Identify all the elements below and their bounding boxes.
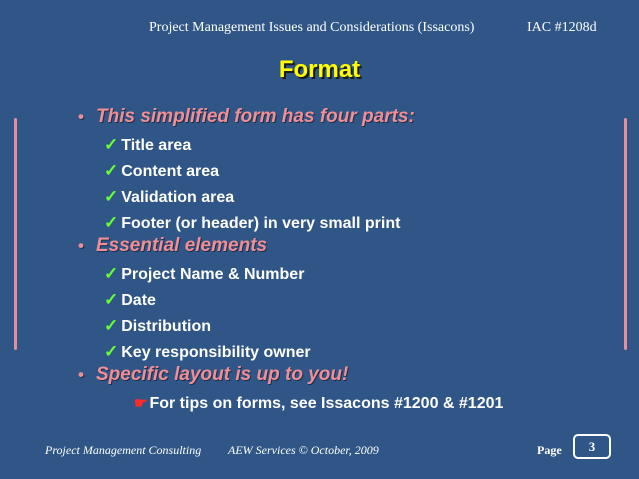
tip-line xyxy=(134,394,503,413)
list-item xyxy=(104,213,400,233)
slide-title: Format xyxy=(278,56,361,83)
right-decorative-bar xyxy=(624,118,627,350)
bullet-essential-elements xyxy=(78,235,267,257)
pointing-hand-icon: ☛ xyxy=(134,395,148,412)
check-mark-icon: ✓ xyxy=(104,264,119,283)
bullet-text: Essential elements xyxy=(96,235,268,256)
bullet-text: Specific layout is up to you! xyxy=(96,364,349,385)
header-document-id: IAC #1208d xyxy=(527,20,597,35)
list-item xyxy=(104,187,234,207)
list-item xyxy=(104,316,211,336)
footer-copyright: AEW Services © October, 2009 xyxy=(228,443,379,457)
check-mark-icon: ✓ xyxy=(104,161,119,180)
header-title: Project Management Issues and Considerations (Issacons) xyxy=(149,20,475,35)
list-item-label: Distribution xyxy=(121,318,212,335)
list-item-label: Content area xyxy=(121,163,220,180)
check-mark-icon: ✓ xyxy=(104,213,119,232)
bullet-dot-icon: • xyxy=(78,107,84,126)
list-item xyxy=(104,342,311,362)
footer-company: Project Management Consulting xyxy=(45,443,202,457)
list-item xyxy=(104,290,156,310)
list-item xyxy=(104,264,304,284)
check-mark-icon: ✓ xyxy=(104,316,119,335)
tip-text: For tips on forms, see Issacons #1200 & #1201 xyxy=(149,395,504,412)
check-mark-icon: ✓ xyxy=(104,342,119,361)
page-number: 3 xyxy=(573,434,611,459)
check-mark-icon: ✓ xyxy=(104,135,119,154)
bullet-layout xyxy=(78,364,348,386)
list-item-label: Key responsibility owner xyxy=(121,344,311,361)
list-item xyxy=(104,161,219,181)
check-mark-icon: ✓ xyxy=(104,290,119,309)
check-mark-icon: ✓ xyxy=(104,187,119,206)
list-item xyxy=(104,135,191,155)
bullet-dot-icon: • xyxy=(78,236,84,255)
list-item-label: Validation area xyxy=(121,189,235,206)
list-item-label: Project Name & Number xyxy=(121,266,305,283)
bullet-dot-icon: • xyxy=(78,365,84,384)
bullet-text: This simplified form has four parts: xyxy=(96,106,415,127)
page-label: Page xyxy=(537,443,562,457)
bullet-four-parts xyxy=(78,106,415,128)
list-item-label: Date xyxy=(121,292,156,309)
left-decorative-bar xyxy=(14,118,17,350)
list-item-label: Title area xyxy=(121,137,192,154)
list-item-label: Footer (or header) in very small print xyxy=(121,215,401,232)
